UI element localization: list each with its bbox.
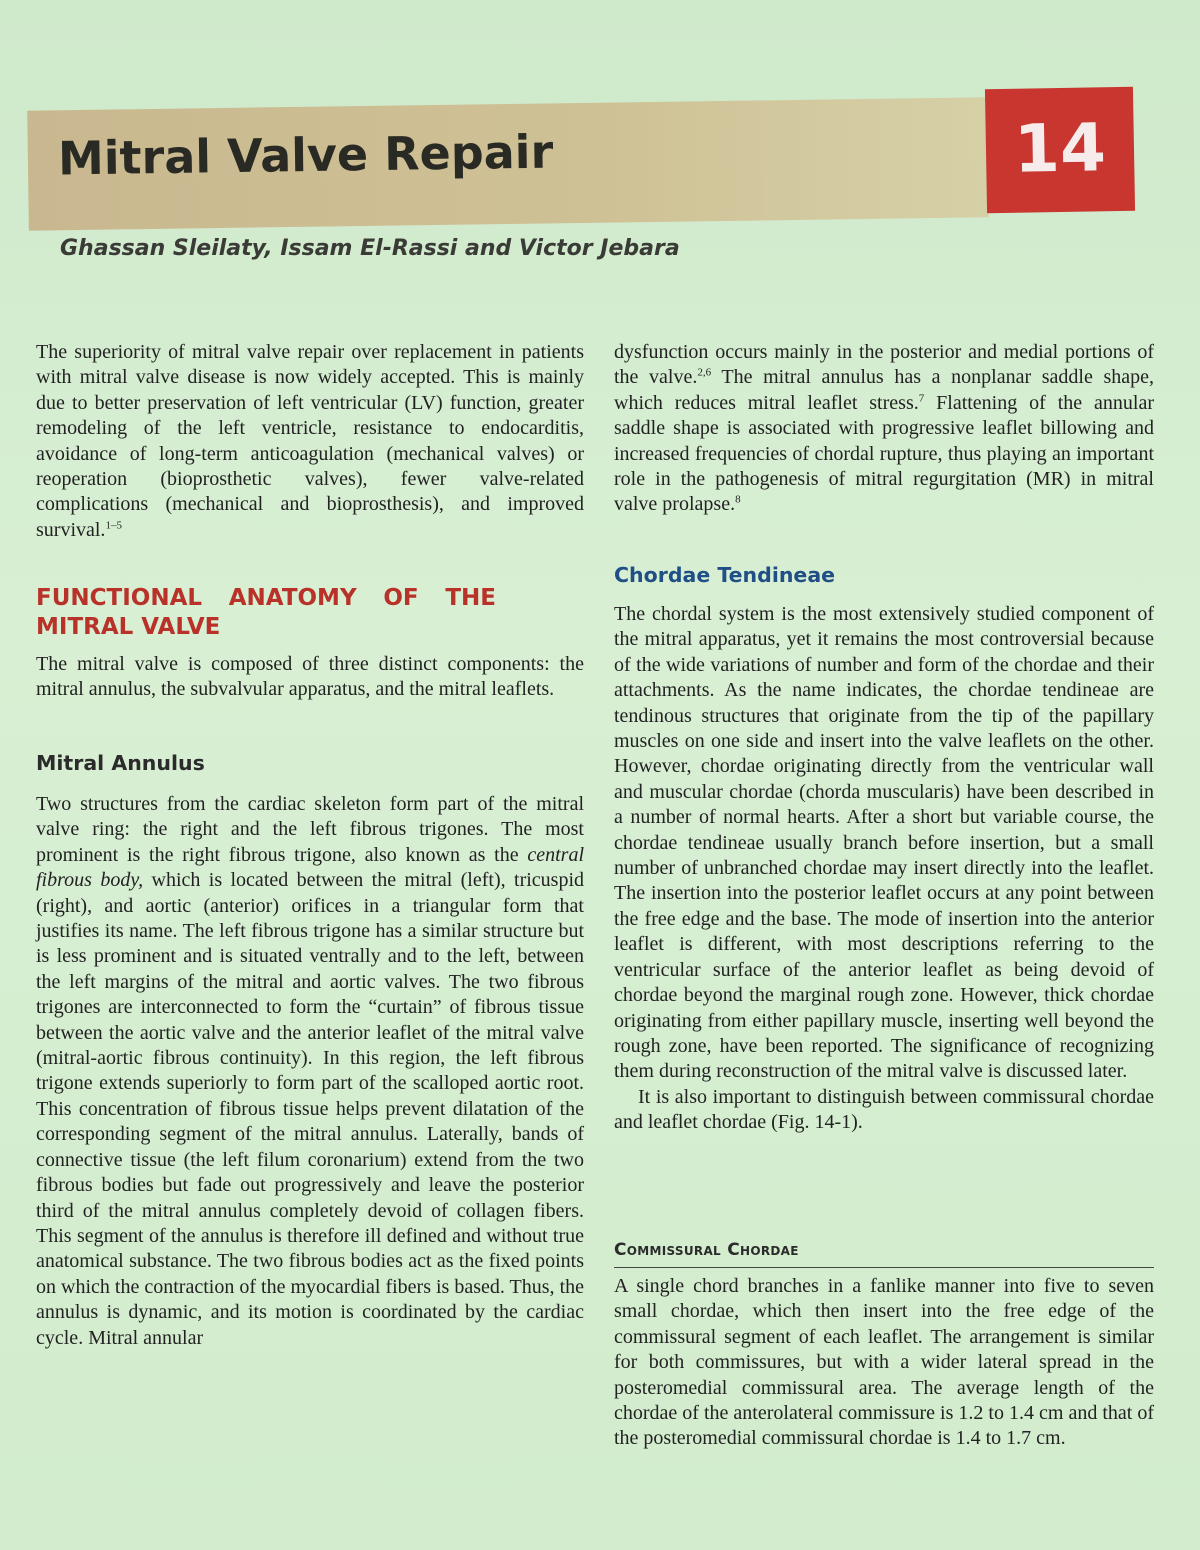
chapter-number: 14 [1013, 109, 1107, 188]
chapter-number-box [985, 87, 1135, 214]
continuation-ref-3: 8 [735, 493, 741, 506]
annulus-text-b: which is located between the mitral (left), tricuspid (right), and aortic (anterior) orifices in a triangular form that justifies its name. The left fibrous trigone has a similar structure but is less prominent and is situated ventrally and to the left, between the left margins of the mitral and aortic valves. The two fibrous trigones are interconnected to form the “curtain” of fibrous tissue between the aortic valve and the anterior leaflet of the mitral valve (mitral-aortic fibrous continuity). In this region, the left fibrous trigone extends superiorly to form part of the scalloped aortic root. This concentration of fibrous tissue helps prevent dilatation of the corresponding segment of the mitral annulus. Laterally, bands of connective tissue (the left filum coronarium) extend from the two fibrous bodies but fade out progressively and leave the posterior third of the mitral annulus completely devoid of collagen fibers. This segment of the annulus is therefore ill defined and without true anatomical substance. The two fibrous bodies act as the fixed points on which the contraction of the myocardial fibers is based. Thus, the annulus is dynamic, and its motion is coordinated by the cardiac cycle. Mitral annular [36, 869, 584, 1349]
continuation-ref-1: 2,6 [697, 366, 712, 379]
subsection-heading-block [36, 751, 584, 776]
commissural-paragraph-block [614, 1274, 1154, 1452]
annulus-paragraph [36, 792, 584, 1351]
continuation-ref-2: 7 [918, 392, 925, 405]
chordae-paragraph: The chordal system is the most extensively studied component of the mitral apparatus, yet it remains the most controversial because of the wide variations of number and form of the chordae and their attachments. As the name indicates, the chordae tendineae are tendinous structures that originate from the tip of the papillary muscles on one side and insert into the valve leaflets on the other. However, chordae originating directly from the ventricular wall and muscular chordae (chorda muscularis) have been described in a number of normal hearts. After a short but variable course, the chordae tendineae usually branch before insertion, but a small number of unbranched chordae may insert directly into the leaflet. The insertion into the posterior leaflet occurs at any point between the free edge and the base. The mode of insertion into the anterior leaflet is different, with most descriptions referring to the ventricular surface of the anterior leaflet as being devoid of chordae beyond the marginal rough zone. However, thick chordae originating from either papillary muscle, inserting well beyond the rough zone, have been reported. The significance of recognizing them during reconstruction of the mitral valve is discussed later. [614, 603, 1154, 1083]
commissural-paragraph: A single chord branches in a fanlike manner into five to seven small chordae, which then insert into the free edge of the commissural segment of each leaflet. The arrangement is similar for both commissures, but with a wider lateral spread in the posteromedial commissural area. The average length of the chordae of the anterolateral commissure is 1.2 to 1.4 cm and that of the posteromedial commissural chordae is 1.4 to 1.7 cm. [614, 1275, 1154, 1450]
chordae-paragraph-block [614, 602, 1154, 1136]
commissural-heading-block [614, 1238, 1154, 1268]
chapter-authors: Ghassan Sleilaty, Issam El-Rassi and Victor Jebara [60, 236, 680, 261]
section-paragraph-block [36, 652, 584, 703]
section-heading: FUNCTIONAL ANATOMY OF THE MITRAL VALVE [36, 585, 496, 640]
intro-reference: 1–5 [105, 519, 122, 532]
section-paragraph: The mitral valve is composed of three distinct components: the mitral annulus, the subvalvular apparatus, and the mitral leaflets. [36, 653, 584, 701]
subsection-heading-mitral-annulus: Mitral Annulus [36, 751, 205, 775]
chordae-paragraph-2: It is also important to distinguish between commissural chordae and leaflet chordae (Fig. 14-1). [614, 1085, 1154, 1134]
annulus-text-a: Two structures from the cardiac skeleton form part of the mitral valve ring: the right and the left fibrous trigones. The most prominent is the right fibrous trigone, also known as the [36, 793, 584, 866]
annulus-term: central fibrous body, [36, 843, 584, 892]
continuation-paragraph [614, 340, 1154, 518]
intro-text: The superiority of mitral valve repair over replacement in patients with mitral valve disease is now widely accepted. This is mainly due to better preservation of left ventricular (LV) function, greater remodeling of the left ventricle, resistance to endocarditis, avoidance of long-term anticoagulation (mechanical valves) or reoperation (bioprosthetic valves), fewer valve-related complications (mechanical and bioprosthesis), and improved survival. [36, 341, 584, 541]
section-heading-block [36, 584, 584, 642]
subsection-heading-chordae-tendineae: Chordae Tendineae [614, 563, 836, 587]
continuation-text-b: The mitral annulus has a nonplanar saddle shape, which reduces mitral leaflet stress. [614, 366, 1154, 414]
continuation-text-a: dysfunction occurs mainly in the posterior and medial portions of the valve. [614, 341, 1154, 389]
continuation-text-c: Flattening of the annular saddle shape is associated with progressive leaflet billowing and increased frequencies of chordal rupture, thus playing an important role in the pathogenesis of mitral regurgitation (MR) in mitral valve prolapse. [614, 391, 1155, 516]
subsection-heading-commissural-chordae: Commissural Chordae [614, 1238, 1154, 1268]
intro-paragraph [36, 340, 584, 543]
chapter-title: Mitral Valve Repair [57, 124, 554, 186]
chordae-heading-block [614, 563, 1154, 588]
